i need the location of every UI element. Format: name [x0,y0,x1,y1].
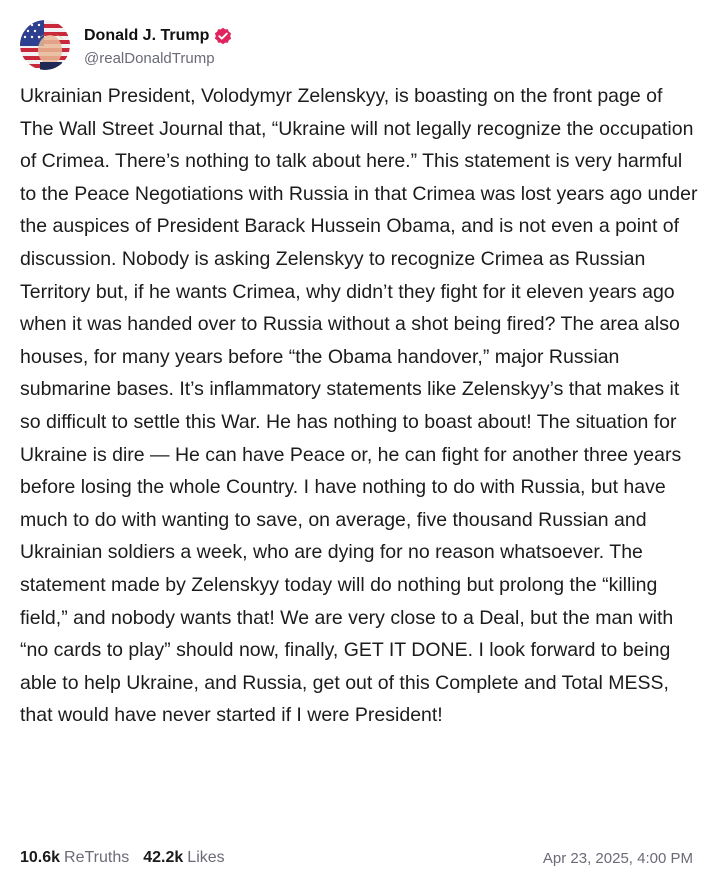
likes-count: 42.2k [143,849,184,866]
likes-label: Likes [187,849,225,866]
post-timestamp[interactable]: Apr 23, 2025, 4:00 PM [542,849,693,867]
author-handle[interactable]: @realDonaldTrump [84,49,215,67]
retruths-stat[interactable] [20,849,129,867]
verified-badge-icon [214,27,232,45]
avatar[interactable] [20,20,70,70]
post-header [20,18,232,72]
author-identity [84,24,232,67]
retruths-count: 10.6k [20,849,61,866]
retruths-label: ReTruths [64,849,130,866]
post-footer [20,845,693,871]
name-row [84,24,232,48]
post-stats [20,849,239,867]
flag-portrait-avatar-icon [20,20,70,70]
likes-stat[interactable] [143,849,224,867]
author-display-name[interactable]: Donald J. Trump [84,26,210,44]
post-text: Ukrainian President, Volodymyr Zelenskyy, is boasting on the front page of The Wall Street Journal that, “Ukraine will not legally recognize the occupation of Crimea. There’s nothing to talk about here.” This statement is very harmful to the Peace Negotiations with Russia in that Crimea was lost years ago under the auspices of President Barack Hussein Obama, and is not even a point of discussion. Nobody is asking Zelenskyy to recognize Crimea as Russian Territory but, if he wants Crimea, why didn’t they fight for it eleven years ago when it was handed over to Russia without a shot being fired? The area also houses, for many years before “the Obama handover,” major Russian submarine bases. It’s inflammatory statements like Zelenskyy’s that makes it so difficult to settle this War. He has nothing to boast about! The situation for Ukraine is dire — He can have Peace or, he can fight for another three years before losing the whole Country. I have nothing to do with Russia, but have much to do with wanting to save, on average, five thousand Russian and Ukrainian soldiers a week, who are dying for no reason whatsoever. The statement made by Zelenskyy today will do nothing but prolong the “killing field,” and nobody wants that! We are very close to a Deal, but the man with “no cards to play” should now, finally, GET IT DONE. I look forward to being able to help Ukraine, and Russia, get out of this Complete and Total MESS, that would have never started if I were President! [20,85,698,727]
